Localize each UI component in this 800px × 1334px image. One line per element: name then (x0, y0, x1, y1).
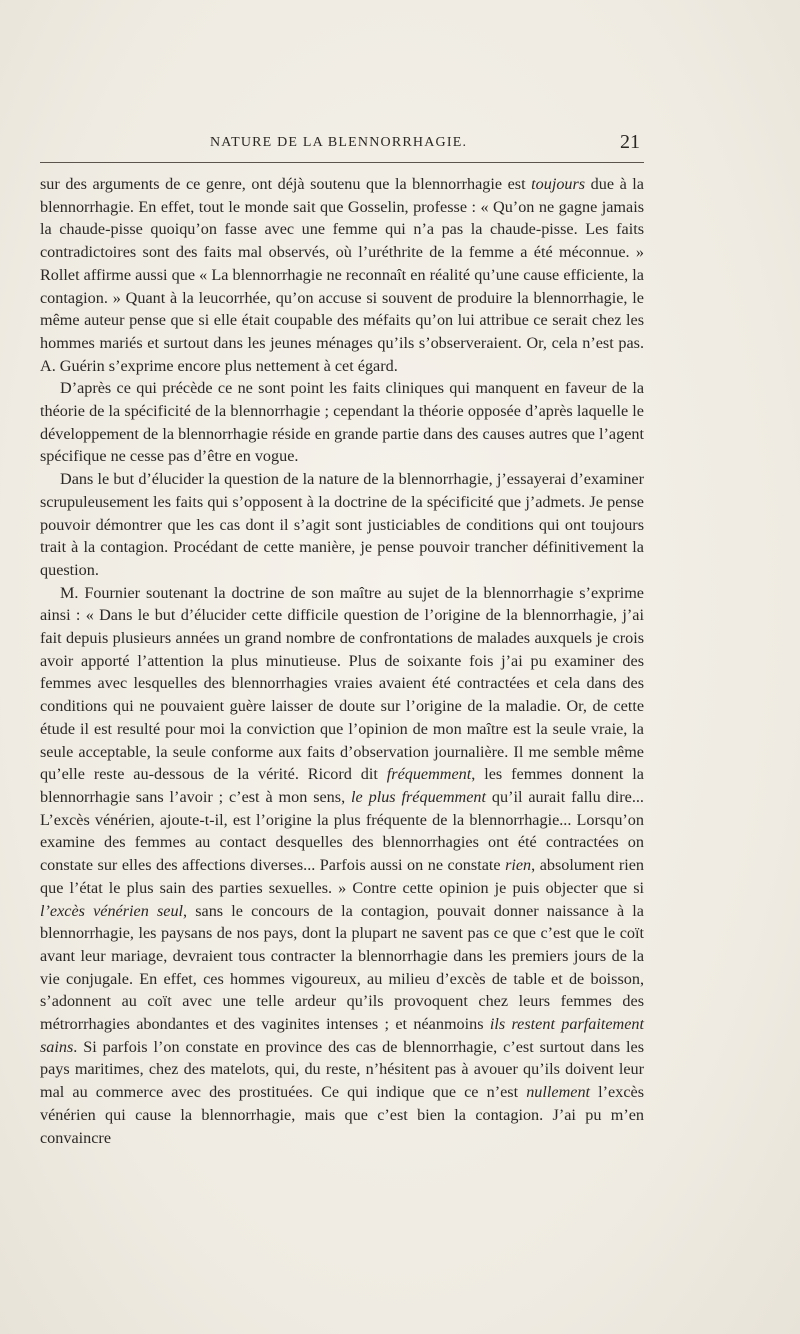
text-run: , absolument rien que l’état le plus sain des parties sexuelles. » Contre cette opinion je puis objecter que si (40, 856, 644, 897)
italic-text: fréquemment (386, 765, 472, 784)
italic-text: rien (505, 856, 532, 875)
text-run: D’après ce qui précède ce ne sont point les faits cliniques qui manquent en faveur de la théorie de la spécificité de la blennorrhagie ; cependant la théorie opposée d’après laquelle le développement de la blennorrhagie réside en grande partie dans des causes autres que l’agent spécifique ne cesse pas d’être en vogue. (40, 379, 644, 466)
italic-text: ils restent parfaitement sains (40, 1015, 644, 1056)
text-run: qu’il aurait fallu dire... L’excès vénérien, ajoute-t-il, est l’origine la plus fréquente de la blennorrhagie... Lorsqu’on examine des femmes au contact desquelles des blennorrhagies ont été contractées on constate sur elles des affections diverses... Parfois aussi on ne constate (40, 787, 644, 875)
header-rule (40, 162, 644, 163)
paragraph-3 (40, 468, 644, 582)
page-number: 21 (620, 131, 640, 153)
text-run: . Si parfois l’on constate en province des cas de blennorrhagie, c’est surtout dans les pays maritimes, chez des matelots, qui, du reste, n’hésitent pas à avouer qu’ils doivent leur mal au commerce avec des prostituées. Ce qui indique que ce n’est (40, 1037, 644, 1102)
running-title: NATURE DE LA BLENNORRHAGIE. (210, 135, 468, 150)
text-run: sur des arguments de ce genre, ont déjà soutenu que la blennorrhagie est (40, 175, 532, 193)
paragraph-4 (40, 582, 644, 1150)
text-run: , sans le concours de la contagion, pouvait donner naissance à la blennorrhagie, les paysans de nos pays, dont la plupart ne savent pas ce que c’est que le coït avant leur mariage, devraient tous contracter la blennorrhagie dans les premiers jours de la vie conjugale. En effet, ces hommes vigoureux, au milieu d’excès de table et de boisson, s’adonnent au coït avec une telle ardeur qu’ils provoquent chez leurs femmes des métrorrhagies abondantes et des vaginites intenses ; et néanmoins (40, 901, 644, 1034)
italic-text: toujours (531, 175, 586, 193)
italic-text: nullement (526, 1083, 591, 1102)
text-run: Dans le but d’élucider la question de la nature de la blennorrhagie, j’essayerai d’examiner scrupuleusement les faits qui s’opposent à la doctrine de la spécificité que j’admets. Je pense pouvoir démontrer que les cas dont il s’agit sont justiciables de conditions qui ont toujours trait à la contagion. Procédant de cette manière, je pense pouvoir trancher définitivement la question. (40, 470, 644, 579)
paragraph-2 (40, 377, 644, 468)
body-text (40, 173, 644, 1149)
text-run: , les femmes donnent la blennorrhagie sans l’avoir ; c’est à mon sens, (40, 765, 644, 806)
italic-text: le plus fréquemment (351, 787, 486, 806)
text-run: due à la blennorrhagie. En effet, tout le monde sait que Gosselin, professe : « Qu’on ne gagne jamais la chaude-pisse quoiqu’on fasse avec une femme qui n’a pas la chaude-pisse. Les faits contradictoires sont des faits mal observés, où l’uréthrite de la femme a été méconnue. » Rollet affirme aussi que « La blennorrhagie ne reconnaît en réalité qu’une cause efficiente, la contagion. » Quant à la leucorrhée, qu’on accuse si souvent de produire la blennorrhagie, le même auteur pense que si elle était coupable des méfaits qu’on lui attribue ce serait chez les hommes mariés et surtout dans les jeunes ménages qu’ils s’observeraient. Or, cela n’est pas. A. Guérin s’exprime encore plus nettement à cet égard. (40, 175, 644, 375)
paragraph-1 (40, 173, 644, 377)
italic-text: l’excès vénérien seul (40, 901, 184, 920)
text-run: M. Fournier soutenant la doctrine de son maître au sujet de la blennorrhagie s’exprime ainsi : « Dans le but d’élucider cette difficile question de l’origine de la blennorrhagie, j’ai fait depuis plusieurs années un grand nombre de confrontations de malades auxquels je crois avoir apporté l’attention la plus minutieuse. Plus de soixante fois j’ai pu examiner des femmes avec lesquelles des blennorrhagies vraies avaient été contractées et cela dans des conditions qui ne pouvaient guère laisser de doute sur l’origine de la maladie. Or, de cette étude il est resulté pour moi la conviction que l’opinion de mon maître est la seule vraie, la seule acceptable, la seule conforme aux faits d’observation journalière. Il me semble même qu’elle reste au-dessous de la vérité. Ricord dit (40, 583, 644, 784)
page-header (60, 131, 640, 157)
text-run: l’excès vénérien qui cause la blennorrhagie, mais que c’est bien la contagion. J’ai pu m’en convaincre (40, 1083, 644, 1147)
